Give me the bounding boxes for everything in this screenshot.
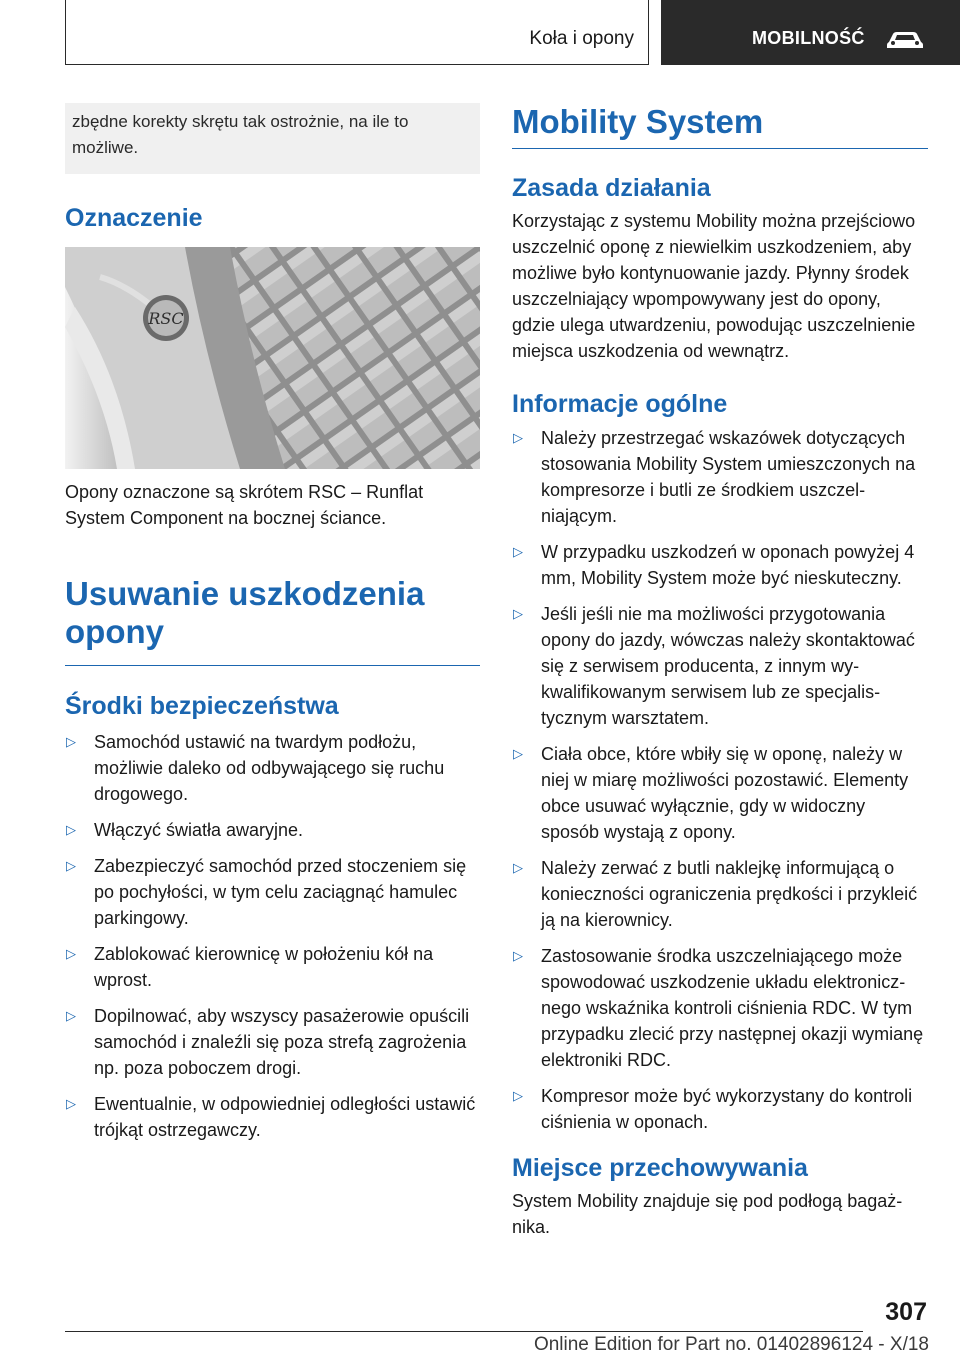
triangle-bullet-icon: ▷ [513,860,523,875]
mobility-heading: Mobility System [512,103,928,149]
list-item: ▷ Kompresor może być wykorzystany do kontroli ciśnienia w oponach. [512,1083,928,1135]
list-item: ▷ Samochód ustawić na twardym podłożu, możliwie daleko od odbywającego się ruchu drogowego. [65,729,480,807]
header-bottom-rule [65,64,649,65]
header-left-rule [65,0,66,65]
safety-heading: Środki bezpieczeństwa [65,692,339,720]
list-item: ▷ Włączyć światła awaryjne. [65,817,480,843]
triangle-bullet-icon: ▷ [66,858,76,873]
rsc-badge [143,295,189,341]
left-column [65,103,480,1153]
safety-list [65,729,480,1143]
header-right-rule [648,0,649,65]
footer-rule [65,1331,863,1332]
triangle-bullet-icon: ▷ [513,1088,523,1103]
list-item: ▷ Ewentualnie, w odpowiedniej odległości ustawić trójkąt ostrzegawczy. [65,1091,480,1143]
rsc-badge-text: RSC [148,309,184,328]
repair-heading: Usuwanie uszkodzenia opony [65,575,480,666]
triangle-bullet-icon: ▷ [66,822,76,837]
triangle-bullet-icon: ▷ [513,606,523,621]
triangle-bullet-icon: ▷ [513,746,523,761]
image-caption: Opony oznaczone są skrótem RSC – Runflat System Component na bocznej ściance. [65,482,424,528]
principle-text: Korzystając z systemu Mobility można przejściowo uszczelnić oponę z niewielkim uszkodzeniem, aby możliwe było kontynuowanie jazdy. Płynny środek uszczelniający wpompowywany jest do opony, gdzie ulega utwardzeniu, powodując uszczelnienie miejsca uszkodzenia od wewnątrz. [512,211,916,361]
triangle-bullet-icon: ▷ [513,544,523,559]
continued-note-text: zbędne korekty skrętu tak ostrożnie, na ile to możliwe. [72,112,409,157]
triangle-bullet-icon: ▷ [66,946,76,961]
footer-edition-text: Online Edition for Part no. 01402896124 - X/18 [533,1334,929,1355]
general-heading: Informacje ogólne [512,390,728,418]
car-icon [886,30,924,50]
triangle-bullet-icon: ▷ [66,1096,76,1111]
triangle-bullet-icon: ▷ [66,734,76,749]
triangle-bullet-icon: ▷ [66,1008,76,1023]
triangle-bullet-icon: ▷ [513,948,523,963]
header-chapter-label: MOBILNOŚĆ [752,28,865,48]
page-number: 307 [885,1298,927,1326]
list-item: ▷ Zablokować kierownicę w położeniu kół na wprost. [65,941,480,993]
general-list [512,425,928,1135]
list-item: ▷ Ciała obce, które wbiły się w oponę, należy w niej w miarę możliwości pozostawić. Elementy obce usuwać wyłącznie, gdy w widoczny sposób wystają z opony. [512,741,928,845]
principle-heading: Zasada działania [512,174,711,202]
list-item: ▷ Zabezpieczyć samochód przed stoczeniem się po pochyłości, w tym celu zaciągnąć hamulec parkingowy. [65,853,480,931]
list-item: ▷ W przypadku uszkodzeń w oponach powyżej 4 mm, Mobility System może być nieskuteczny. [512,539,928,591]
rsc-tire-image [65,247,480,469]
header-section-title: Koła i opony [529,28,634,49]
list-item: ▷ Zastosowanie środka uszczelniającego może spowodować uszkodzenie układu elektronicznego wskaźnika kontroli ciśnienia RDC. W tym przypadku zlecić przy następnej okazji wymianę elektroniki RDC. [512,943,928,1073]
list-item: ▷ Należy zerwać z butli naklejkę informującą o konieczności ograniczenia prędkości i przykleić ją na kierownicy. [512,855,928,933]
list-item: ▷ Dopilnować, aby wszyscy pasażerowie opuścili samochód i znaleźli się poza strefą zagrożenia np. poza poboczem drogi. [65,1003,480,1081]
oznaczenie-heading: Oznaczenie [65,204,203,232]
storage-heading: Miejsce przechowywania [512,1154,808,1182]
continued-note-box [65,103,480,174]
triangle-bullet-icon: ▷ [513,430,523,445]
right-column [512,103,928,1240]
list-item: ▷ Należy przestrzegać wskazówek dotyczących stosowania Mobility System umieszczonych na kompresorze i butli ze środkiem uszczelniającym. [512,425,928,529]
storage-text: System Mobility znajduje się pod podłogą bagażnika. [512,1191,903,1237]
list-item: ▷ Jeśli jeśli nie ma możliwości przygotowania opony do jazdy, wówczas należy skontaktować się z serwisem producenta, z innym wykwalifikowanym serwisem lub ze specjalistycznym warsztatem. [512,601,928,731]
